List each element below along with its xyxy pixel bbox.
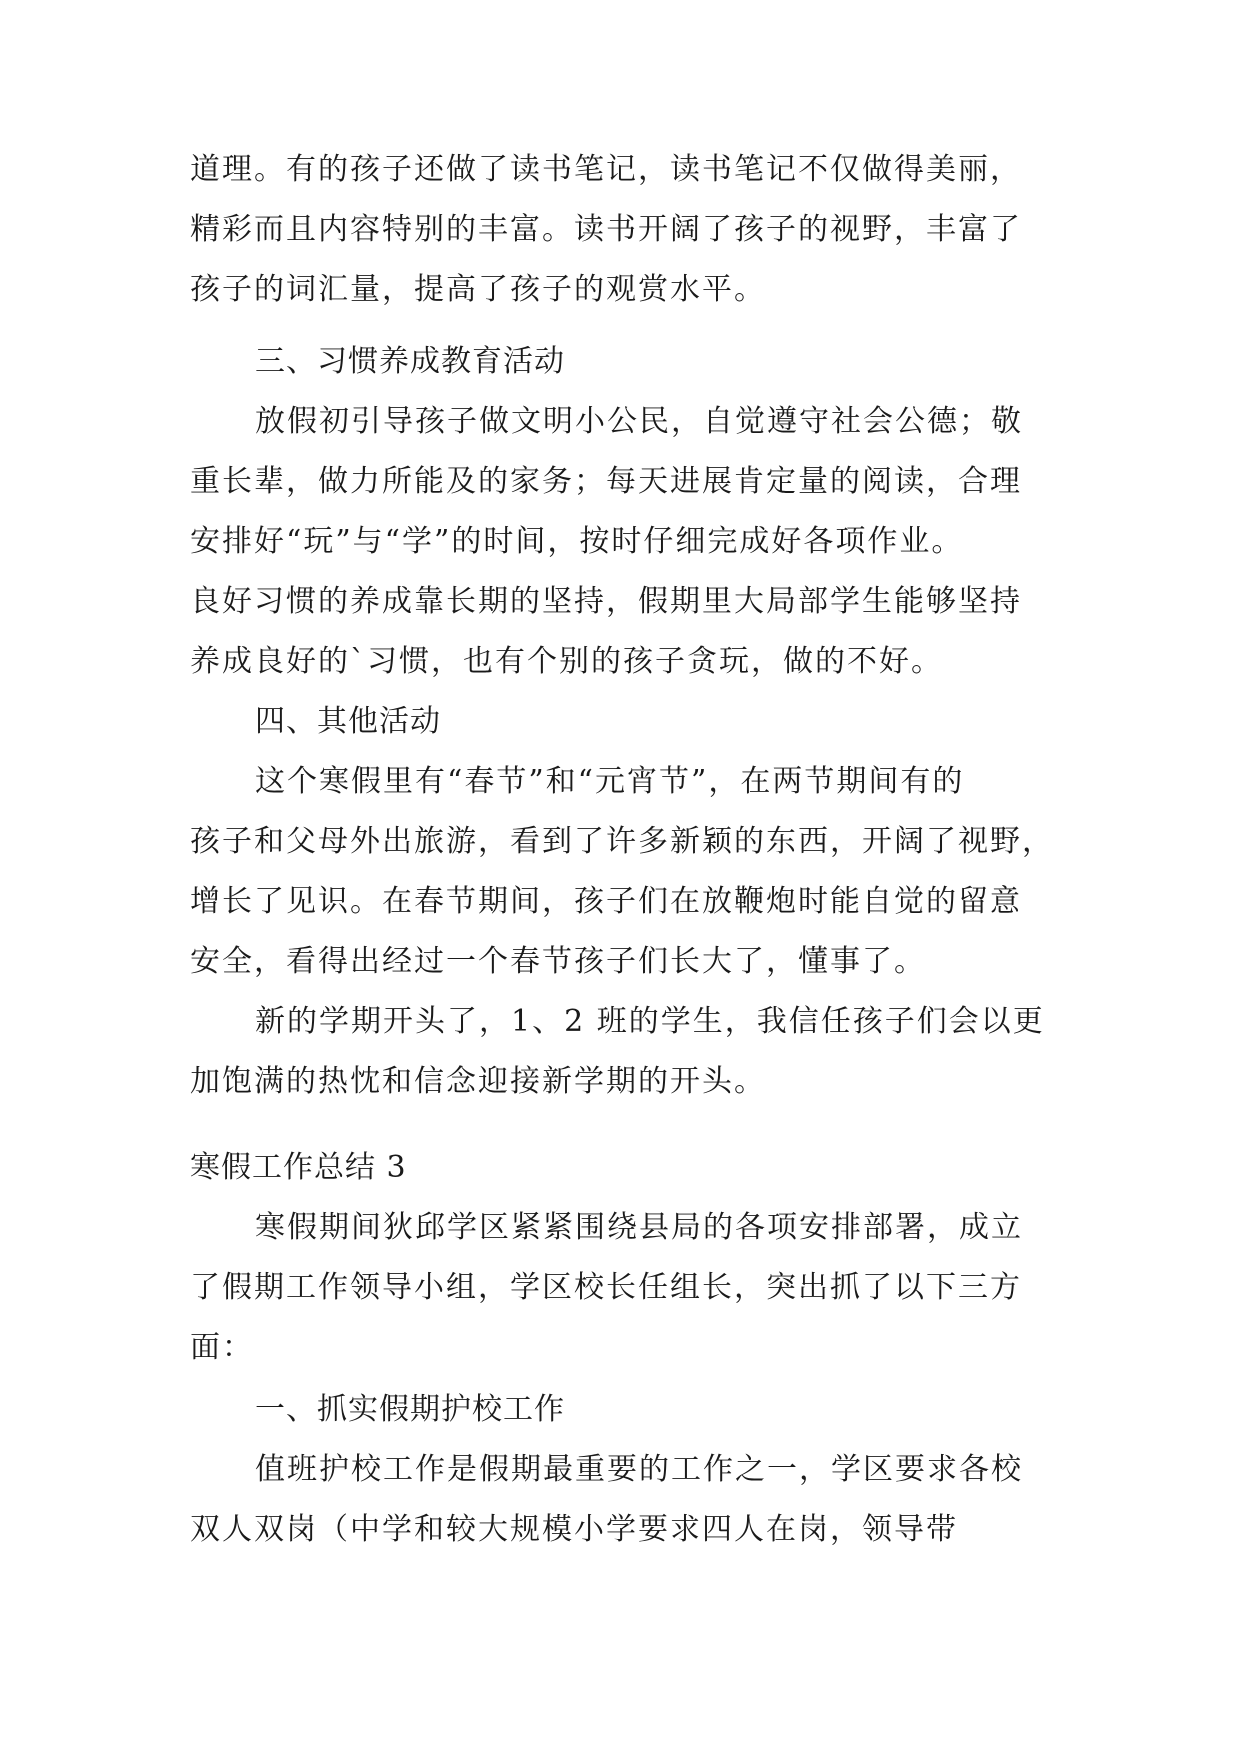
paragraph-line: 孩子和父母外出旅游，看到了许多新颖的东西，开阔了视野， [190,824,1054,859]
paragraph-line: 重长辈，做力所能及的家务；每天进展肯定量的阅读，合理 [190,464,1022,499]
paragraph-line: 良好习惯的养成靠长期的坚持，假期里大局部学生能够坚持 [190,584,1022,619]
section-heading: 四、其他活动 [255,704,441,739]
paragraph-line: 新的学期开头了，1、2 班的学生，我信任孩子们会以更 [255,1004,1045,1039]
paragraph-line: 增长了见识。在春节期间，孩子们在放鞭炮时能自觉的留意 [190,884,1022,919]
paragraph-line: 面： [190,1330,254,1365]
section-heading: 一、抓实假期护校工作 [255,1392,565,1427]
paragraph-line: 放假初引导孩子做文明小公民，自觉遵守社会公德；敬 [255,404,1023,439]
paragraph-line: 精彩而且内容特别的丰富。读书开阔了孩子的视野，丰富了 [190,212,1022,247]
paragraph-line: 双人双岗（中学和较大规模小学要求四人在岗，领导带 [190,1512,958,1547]
paragraph-line: 养成良好的`习惯，也有个别的孩子贪玩，做的不好。 [190,644,943,679]
paragraph-line: 这个寒假里有“春节”和“元宵节”，在两节期间有的 [255,764,965,799]
paragraph-line: 孩子的词汇量，提高了孩子的观赏水平。 [190,272,766,307]
paragraph-line: 安排好“玩”与“学”的时间，按时仔细完成好各项作业。 [190,524,964,559]
paragraph-line: 加饱满的热忱和信念迎接新学期的开头。 [190,1064,766,1099]
paragraph-line: 了假期工作领导小组，学区校长任组长，突出抓了以下三方 [190,1270,1022,1305]
paragraph-line: 值班护校工作是假期最重要的工作之一，学区要求各校 [255,1452,1023,1487]
section-heading: 三、习惯养成教育活动 [255,344,565,379]
paragraph-line: 寒假期间狄邱学区紧紧围绕县局的各项安排部署，成立 [255,1210,1023,1245]
document-section-title: 寒假工作总结 3 [190,1150,407,1185]
paragraph-line: 道理。有的孩子还做了读书笔记，读书笔记不仅做得美丽， [190,152,1022,187]
paragraph-line: 安全，看得出经过一个春节孩子们长大了，懂事了。 [190,944,926,979]
